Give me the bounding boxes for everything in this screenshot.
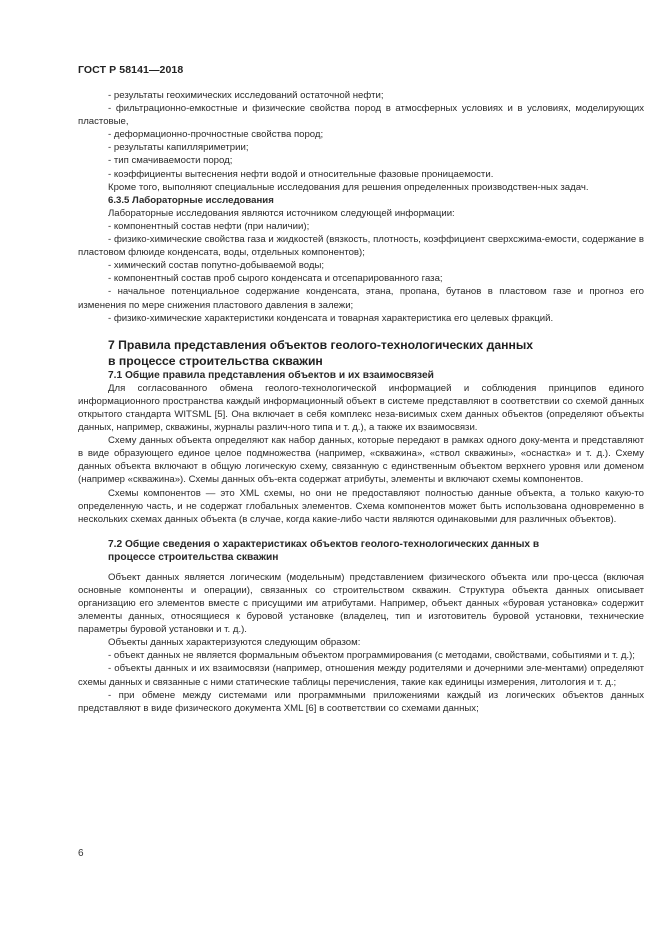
subsection-heading-7-2-line2: процессе строительства скважин	[108, 552, 279, 564]
list-item: - химический состав попутно-добываемой воды;	[108, 260, 325, 272]
list-item: - физико-химические свойства газа и жидкостей (вязкость, плотность, коэффициент сверхсжима-емости, содержание в пластовом флюиде конденсата, воды, отдельных компонентов);	[78, 234, 644, 259]
list-item: - фильтрационно-емкостные и физические свойства пород в атмосферных условиях и в условиях, моделирующих пластовые,	[78, 103, 644, 128]
page-body	[78, 89, 644, 715]
section-heading-7-line2: в процессе строительства скважин	[108, 353, 323, 368]
list-item: - деформационно-прочностные свойства пород;	[108, 129, 324, 141]
list-item: - объекты данных и их взаимосвязи (например, отношения между родителями и дочерними эле-ментами) определяют схемы данных и связанные с ними статические таблицы перечисления, такие как единицы измерения, литология и т. д.;	[78, 663, 644, 688]
paragraph: Объекты данных характеризуются следующим образом:	[108, 637, 361, 649]
paragraph: Объект данных является логическим (модельным) представлением физического объекта или про-цесса (включая основные компоненты и операции), связанных со строительством скважин. Структура объекта данных описывает организацию его элементов вместе с присущими им атрибутами. Например, объект данных «буровая установка» содержит элементы данных, относящиеся к буровой установке (владелец, тип и изготовитель буровой установки, технические параметры буровой установки и т. д.).	[78, 571, 644, 636]
list-item: - физико-химические характеристики конденсата и товарная характеристика его целевых фракций.	[108, 312, 554, 324]
list-item: - результаты капилляриметрии;	[108, 142, 249, 154]
list-item: - начальное потенциальное содержание конденсата, этана, пропана, бутанов в пластовом газе и прогноз его изменения по мере снижения пластового давления в залежи;	[78, 286, 644, 311]
paragraph: Лабораторные исследования являются источником следующей информации:	[108, 207, 455, 219]
paragraph: Схему данных объекта определяют как набор данных, которые передают в рамках одного доку-мента и представляют в виде образующего единое целое подмножества (например, «скважина», «ствол скважины», «оснастка» и т. д.). Схему данных объекта включают в общую логическую схему, связанную с единственным объектом верхнего уровня или доменом (например «скважина»). Схемы данных объ-екта содержат атрибуты, элементы и включают схемы компонентов.	[78, 435, 644, 486]
section-heading-7	[78, 337, 644, 369]
subsection-heading-7-2-line1: 7.2 Общие сведения о характеристиках объектов геолого-технологических данных в	[108, 538, 540, 550]
list-item: - коэффициенты вытеснения нефти водой и относительные фазовые проницаемости.	[108, 168, 494, 180]
list-item: - компонентный состав нефти (при наличии);	[108, 220, 310, 232]
subsection-heading-7-1: 7.1 Общие правила представления объектов и их взаимосвязей	[108, 369, 434, 381]
section-heading-7-line1: 7 Правила представления объектов геолого-технологических данных	[108, 337, 534, 352]
subsection-heading-7-2	[78, 538, 644, 565]
list-item: - объект данных не является формальным объектом программирования (с методами, свойствами, событиями и т. д.);	[108, 650, 635, 662]
list-item: - при обмене между системами или программными приложениями каждый из логических объектов данных представляют в виде физического документа XML [6] в соответствии со схемами данных;	[78, 689, 644, 714]
standard-header: ГОСТ Р 58141—2018	[78, 64, 184, 76]
subsection-heading-6-3-5: 6.3.5 Лабораторные исследования	[108, 194, 274, 206]
paragraph: Для согласованного обмена геолого-технологической информацией и соблюдения принципов единого информационного пространства каждый информационный объект в системе представляют в соответствии со схемой данных открытого стандарта WITSML [5]. Она включает в себя комплекс неза-висимых схем данных объектов (определяют объекты данных, например, скважины, журналы различ-ного типа и т. д.), а также их взаимосвязи.	[78, 382, 644, 434]
page-number: 6	[78, 848, 84, 859]
list-item: - результаты геохимических исследований остаточной нефти;	[108, 90, 384, 101]
paragraph: Кроме того, выполняют специальные исследования для решения определенных производствен-ных задач.	[108, 181, 589, 193]
paragraph: Схемы компонентов — это XML схемы, но они не предоставляют полностью данные объекта, а только какую-то определенную часть, и не содержат глобальных элементов. Схема компонентов может быть использована одновременно в нескольких схемах данных объекта (в случае, когда какие-либо части являются одинаковыми для различных объектов).	[78, 487, 644, 525]
list-item: - компонентный состав проб сырого конденсата и отсепарированного газа;	[108, 273, 443, 285]
list-item: - тип смачиваемости пород;	[108, 155, 233, 167]
